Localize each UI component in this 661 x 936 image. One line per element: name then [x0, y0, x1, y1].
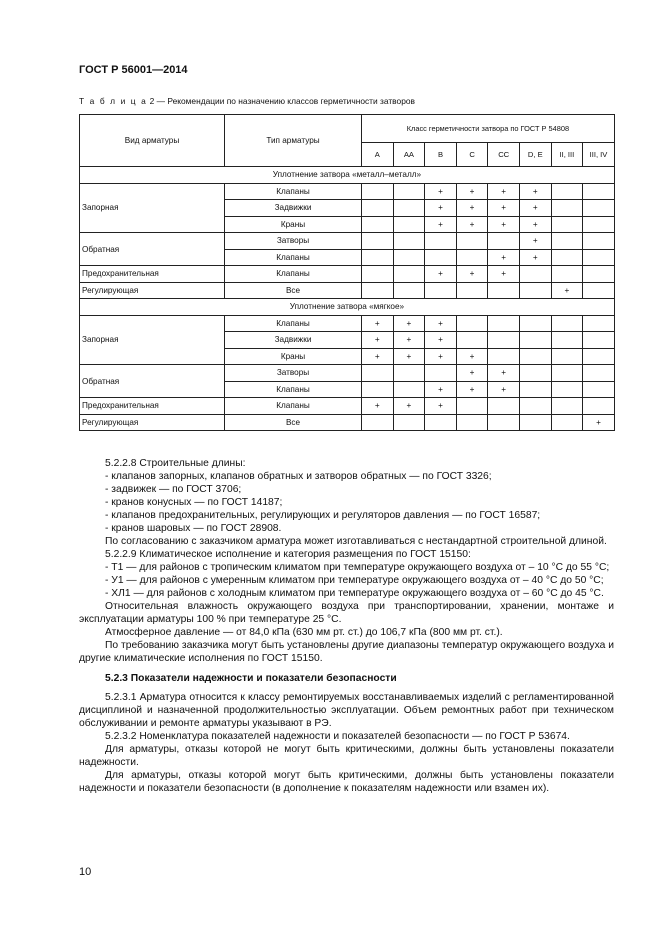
mark-cell	[551, 266, 583, 283]
paragraph: 5.2.2.8 Строительные длины:	[105, 458, 246, 469]
mark-cell	[362, 381, 394, 398]
paragraph: Атмосферное давление — от 84,0 кПа (630 мм рт. ст.) до 106,7 кПа (800 мм рт. ст.).	[105, 627, 503, 638]
mark-cell: +	[519, 249, 551, 266]
kind-cell: Предохранительная	[80, 398, 225, 415]
mark-cell	[425, 282, 457, 299]
mark-cell	[393, 381, 425, 398]
mark-cell: +	[488, 216, 520, 233]
mark-cell: +	[488, 249, 520, 266]
list-item: - клапанов предохранительных, регулирующих и регуляторов давления — по ГОСТ 16587;	[105, 510, 541, 521]
mark-cell	[583, 282, 615, 299]
class-code-header: A	[362, 143, 394, 167]
mark-cell	[362, 266, 394, 283]
mark-cell	[519, 414, 551, 431]
mark-cell: +	[488, 183, 520, 200]
mark-cell	[393, 282, 425, 299]
type-cell: Клапаны	[225, 381, 362, 398]
type-cell: Клапаны	[225, 249, 362, 266]
mark-cell	[488, 398, 520, 415]
paragraph: По согласованию с заказчиком арматура может изготавливаться с нестандартной строительной длиной.	[105, 536, 607, 547]
mark-cell	[488, 315, 520, 332]
mark-cell: +	[425, 200, 457, 217]
mark-cell: +	[425, 183, 457, 200]
mark-cell	[583, 348, 615, 365]
paragraph: Относительная влажность окружающего воздуха при транспортировании, хранении, монтаже и эксплуатации арматуры 100 % при температуре 25 °С.	[79, 601, 614, 625]
kind-cell: Регулирующая	[80, 282, 225, 299]
table-row	[80, 315, 615, 332]
mark-cell	[362, 233, 394, 250]
type-cell: Задвижки	[225, 200, 362, 217]
mark-cell	[488, 332, 520, 349]
mark-cell	[456, 332, 488, 349]
mark-cell	[519, 398, 551, 415]
class-code-header: D, E	[519, 143, 551, 167]
body-text	[79, 457, 614, 795]
mark-cell	[551, 249, 583, 266]
type-cell: Все	[225, 282, 362, 299]
mark-cell	[425, 365, 457, 382]
mark-cell	[519, 381, 551, 398]
list-item: - задвижек — по ГОСТ 3706;	[105, 484, 242, 495]
list-item: - Т1 — для районов с тропическим климатом при температуре окружающего воздуха от – 10 °С до 55 °С;	[105, 562, 610, 573]
table-caption	[79, 96, 415, 106]
table-caption-prefix: Т а б л и ц а	[79, 96, 148, 106]
mark-cell: +	[425, 348, 457, 365]
type-cell: Затворы	[225, 365, 362, 382]
mark-cell	[519, 365, 551, 382]
class-group-header: Класс герметичности затвора по ГОСТ Р 54808	[362, 115, 615, 143]
mark-cell: +	[519, 183, 551, 200]
list-item: - ХЛ1 — для районов с холодным климатом при температуре окружающего воздуха от – 60 °С до 45 °С.	[105, 588, 604, 599]
mark-cell	[551, 233, 583, 250]
mark-cell	[393, 233, 425, 250]
mark-cell: +	[393, 315, 425, 332]
mark-cell: +	[425, 216, 457, 233]
table-row	[80, 183, 615, 200]
mark-cell: +	[551, 282, 583, 299]
table-row	[80, 398, 615, 415]
mark-cell	[583, 365, 615, 382]
page-header: ГОСТ Р 56001—2014	[79, 64, 188, 76]
section-heading: 5.2.3 Показатели надежности и показатели безопасности	[105, 673, 397, 684]
mark-cell	[393, 249, 425, 266]
class-code-header: CC	[488, 143, 520, 167]
table-row	[80, 414, 615, 431]
mark-cell: +	[393, 332, 425, 349]
mark-cell	[583, 398, 615, 415]
mark-cell	[583, 266, 615, 283]
mark-cell	[488, 282, 520, 299]
kind-cell: Обратная	[80, 365, 225, 398]
kind-cell: Обратная	[80, 233, 225, 266]
mark-cell: +	[519, 216, 551, 233]
table-body	[80, 167, 615, 431]
mark-cell	[488, 233, 520, 250]
mark-cell	[362, 183, 394, 200]
mark-cell	[551, 398, 583, 415]
mark-cell	[362, 216, 394, 233]
mark-cell: +	[456, 266, 488, 283]
mark-cell	[456, 315, 488, 332]
list-item: - кранов конусных — по ГОСТ 14187;	[105, 497, 283, 508]
paragraph: 5.2.2.9 Климатическое исполнение и категория размещения по ГОСТ 15150:	[105, 549, 471, 560]
mark-cell: +	[362, 332, 394, 349]
class-code-header: III, IV	[583, 143, 615, 167]
page-number: 10	[79, 866, 92, 878]
mark-cell: +	[425, 398, 457, 415]
mark-cell: +	[393, 348, 425, 365]
mark-cell: +	[583, 414, 615, 431]
mark-cell: +	[456, 348, 488, 365]
mark-cell	[583, 381, 615, 398]
mark-cell: +	[362, 348, 394, 365]
mark-cell: +	[488, 365, 520, 382]
mark-cell: +	[456, 200, 488, 217]
classes-table	[79, 114, 615, 431]
type-cell: Клапаны	[225, 398, 362, 415]
mark-cell: +	[425, 266, 457, 283]
mark-cell	[583, 233, 615, 250]
mark-cell: +	[425, 332, 457, 349]
mark-cell	[583, 249, 615, 266]
paragraph: Для арматуры, отказы которой не могут быть критическими, должны быть установлены показатели надежности.	[79, 744, 614, 768]
mark-cell	[362, 249, 394, 266]
mark-cell: +	[456, 216, 488, 233]
mark-cell	[456, 233, 488, 250]
section-title: Уплотнение затвора «металл–металл»	[80, 167, 615, 184]
mark-cell	[488, 414, 520, 431]
mark-cell	[393, 216, 425, 233]
section-row	[80, 167, 615, 184]
paragraph: 5.2.3.2 Номенклатура показателей надежности и показателей безопасности — по ГОСТ Р 53674.	[105, 731, 570, 742]
mark-cell	[456, 398, 488, 415]
mark-cell	[519, 266, 551, 283]
mark-cell	[583, 200, 615, 217]
section-row	[80, 299, 615, 316]
class-code-header: AA	[393, 143, 425, 167]
section-title: Уплотнение затвора «мягкое»	[80, 299, 615, 316]
mark-cell	[456, 282, 488, 299]
mark-cell	[393, 266, 425, 283]
mark-cell	[551, 365, 583, 382]
mark-cell: +	[362, 315, 394, 332]
mark-cell: +	[488, 200, 520, 217]
mark-cell	[425, 233, 457, 250]
list-item: - клапанов запорных, клапанов обратных и затворов обратных — по ГОСТ 3326;	[105, 471, 492, 482]
mark-cell	[393, 200, 425, 217]
mark-cell	[362, 414, 394, 431]
mark-cell	[456, 414, 488, 431]
table-row	[80, 282, 615, 299]
mark-cell	[393, 183, 425, 200]
mark-cell	[425, 249, 457, 266]
mark-cell	[583, 332, 615, 349]
class-code-header: II, III	[551, 143, 583, 167]
mark-cell: +	[519, 233, 551, 250]
mark-cell	[551, 381, 583, 398]
paragraph: Для арматуры, отказы которой могут быть критическими, должны быть установлены показатели надежности и показатели безопасности (в дополнение к показателям надежности или взамен их).	[79, 770, 614, 794]
mark-cell	[551, 315, 583, 332]
mark-cell: +	[425, 381, 457, 398]
mark-cell: +	[456, 365, 488, 382]
mark-cell	[362, 200, 394, 217]
kind-cell: Запорная	[80, 183, 225, 233]
paragraph: По требованию заказчика могут быть установлены другие диапазоны температур окружающего воздуха и другие климатические исполнения по ГОСТ 15150.	[79, 640, 614, 664]
table-row	[80, 365, 615, 382]
mark-cell	[551, 414, 583, 431]
mark-cell	[393, 414, 425, 431]
mark-cell: +	[362, 398, 394, 415]
kind-cell: Регулирующая	[80, 414, 225, 431]
table-caption-text: 2 — Рекомендации по назначению классов герметичности затворов	[147, 96, 415, 106]
type-cell: Клапаны	[225, 315, 362, 332]
mark-cell	[551, 216, 583, 233]
kind-cell: Предохранительная	[80, 266, 225, 283]
kind-cell: Запорная	[80, 315, 225, 365]
mark-cell	[551, 332, 583, 349]
col-kind-header: Вид арматуры	[80, 115, 225, 167]
mark-cell: +	[519, 200, 551, 217]
mark-cell	[393, 365, 425, 382]
type-cell: Краны	[225, 348, 362, 365]
class-code-header: C	[456, 143, 488, 167]
mark-cell: +	[456, 381, 488, 398]
mark-cell	[583, 183, 615, 200]
type-cell: Затворы	[225, 233, 362, 250]
list-item: - кранов шаровых — по ГОСТ 28908.	[105, 523, 282, 534]
mark-cell	[519, 348, 551, 365]
list-item: - У1 — для районов с умеренным климатом при температуре окружающего воздуха от – 40 °С до 50 °С;	[105, 575, 604, 586]
mark-cell	[583, 315, 615, 332]
mark-cell	[583, 216, 615, 233]
mark-cell	[456, 249, 488, 266]
mark-cell	[362, 365, 394, 382]
mark-cell: +	[456, 183, 488, 200]
col-type-header: Тип арматуры	[225, 115, 362, 167]
mark-cell: +	[488, 266, 520, 283]
class-code-header: B	[425, 143, 457, 167]
paragraph: 5.2.3.1 Арматура относится к классу ремонтируемых восстанавливаемых изделий с регламентированной дисциплиной и назначенной продолжительностью эксплуатации. Объем ремонтных работ при техническом обслуживании и ремонте арматуры указывают в РЭ.	[79, 692, 614, 729]
mark-cell	[519, 315, 551, 332]
mark-cell	[425, 414, 457, 431]
type-cell: Клапаны	[225, 183, 362, 200]
mark-cell: +	[488, 381, 520, 398]
mark-cell	[551, 200, 583, 217]
type-cell: Все	[225, 414, 362, 431]
mark-cell	[519, 282, 551, 299]
mark-cell	[488, 348, 520, 365]
mark-cell	[519, 332, 551, 349]
type-cell: Клапаны	[225, 266, 362, 283]
type-cell: Краны	[225, 216, 362, 233]
mark-cell: +	[425, 315, 457, 332]
type-cell: Задвижки	[225, 332, 362, 349]
mark-cell: +	[393, 398, 425, 415]
mark-cell	[551, 348, 583, 365]
mark-cell	[551, 183, 583, 200]
mark-cell	[362, 282, 394, 299]
table-row	[80, 233, 615, 250]
table-row	[80, 266, 615, 283]
